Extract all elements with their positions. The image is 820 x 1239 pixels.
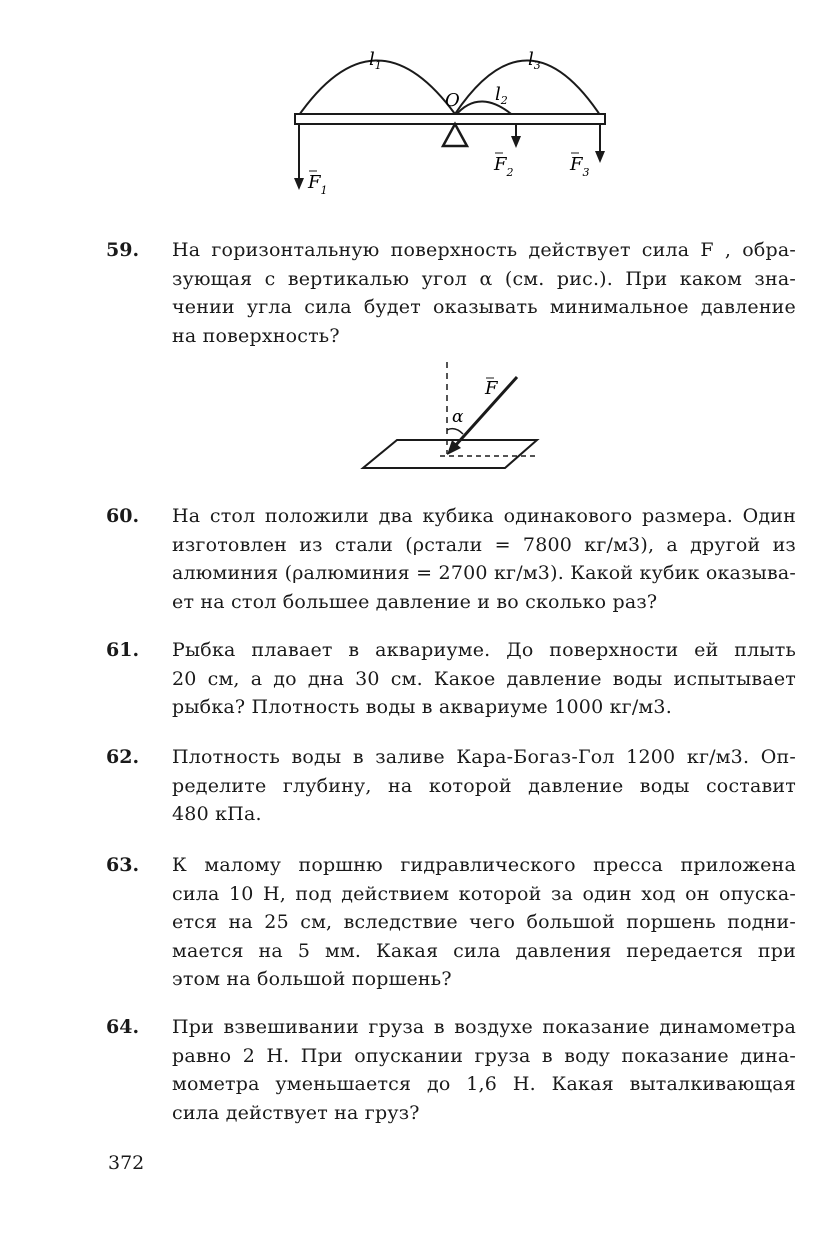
label-f1: $F_1$ <box>308 172 328 197</box>
text-line: ределите глубину, на которой давление воды составит <box>172 774 796 797</box>
label-angle-alpha: α <box>452 407 464 427</box>
pivot-triangle <box>443 124 467 146</box>
page-number: 372 <box>108 1152 145 1174</box>
label-l1: $l_1$ <box>369 49 382 72</box>
problem-text <box>172 851 796 994</box>
lever-figure <box>280 40 620 210</box>
text-line: При взвешивании груза в воздухе показание динамометра <box>172 1016 796 1038</box>
text-line: На горизонтальную поверхность действует сила F , обра- <box>172 239 796 261</box>
text-line: сила действует на груз? <box>172 1101 420 1124</box>
text-line: рыбка? Плотность воды в аквариуме 1000 кг/м3. <box>172 696 672 718</box>
text-line: мометра уменьшается до 1,6 Н. Какая выталкивающая <box>172 1073 796 1095</box>
label-l3: $l_3$ <box>528 49 541 72</box>
problem-text <box>172 743 796 829</box>
text-line: алюминия (ρалюминия = 2700 кг/м3). Какой кубик оказыва- <box>172 562 796 584</box>
text-line: Рыбка плавает в аквариуме. До поверхности ей плыть <box>172 639 796 661</box>
text-line: изготовлен из стали (ρстали = 7800 кг/м3), а другой из <box>172 533 796 556</box>
label-force-f: F <box>485 378 498 399</box>
text-line: 480 кПа. <box>172 803 262 825</box>
problem-number: 62. <box>106 746 140 768</box>
label-pivot-o: O <box>445 90 460 111</box>
text-line: На стол положили два кубика одинакового размера. Один <box>172 505 796 527</box>
problem-number: 64. <box>106 1016 140 1038</box>
label-f3: $F_3$ <box>570 154 590 179</box>
arrowhead-f3 <box>595 151 605 163</box>
text-line: зующая с вертикалью угол α (см. рис.). При каком зна- <box>172 267 796 290</box>
angle-arc <box>447 429 463 434</box>
label-l2: $l_2$ <box>495 84 508 107</box>
arrowhead-f1 <box>294 178 304 190</box>
lever-bar <box>295 114 605 124</box>
text-line: этом на большой поршень? <box>172 968 452 990</box>
text-line: равно 2 Н. При опускании груза в воду показание дина- <box>172 1044 796 1067</box>
text-line: Плотность воды в заливе Кара-Богаз-Гол 1200 кг/м3. Оп- <box>172 746 796 768</box>
text-line: ется на 25 см, вследствие чего большой поршень подни- <box>172 911 796 933</box>
text-line: сила 10 Н, под действием которой за один ход он опуска- <box>172 882 796 905</box>
problem-text <box>172 1013 796 1127</box>
problem-number: 61. <box>106 639 140 661</box>
force-angle-figure <box>355 360 555 475</box>
text-line: мается на 5 мм. Какая сила давления передается при <box>172 939 796 962</box>
label-f2: $F_2$ <box>494 154 514 179</box>
problem-number: 60. <box>106 505 140 527</box>
problem-text <box>172 236 796 350</box>
arrowhead-f2 <box>511 136 521 148</box>
problem-number: 59. <box>106 239 140 261</box>
surface-plane <box>363 440 537 468</box>
text-line: 20 см, а до дна 30 см. Какое давление воды испытывает <box>172 667 796 690</box>
text-line: на поверхность? <box>172 324 340 347</box>
text-line: К малому поршню гидравлического пресса приложена <box>172 854 796 876</box>
problem-text <box>172 502 796 616</box>
text-line: ет на стол большее давление и во сколько раз? <box>172 590 658 613</box>
problem-text <box>172 636 796 722</box>
problem-number: 63. <box>106 854 140 876</box>
text-line: чении угла сила будет оказывать минимальное давление <box>172 296 796 318</box>
